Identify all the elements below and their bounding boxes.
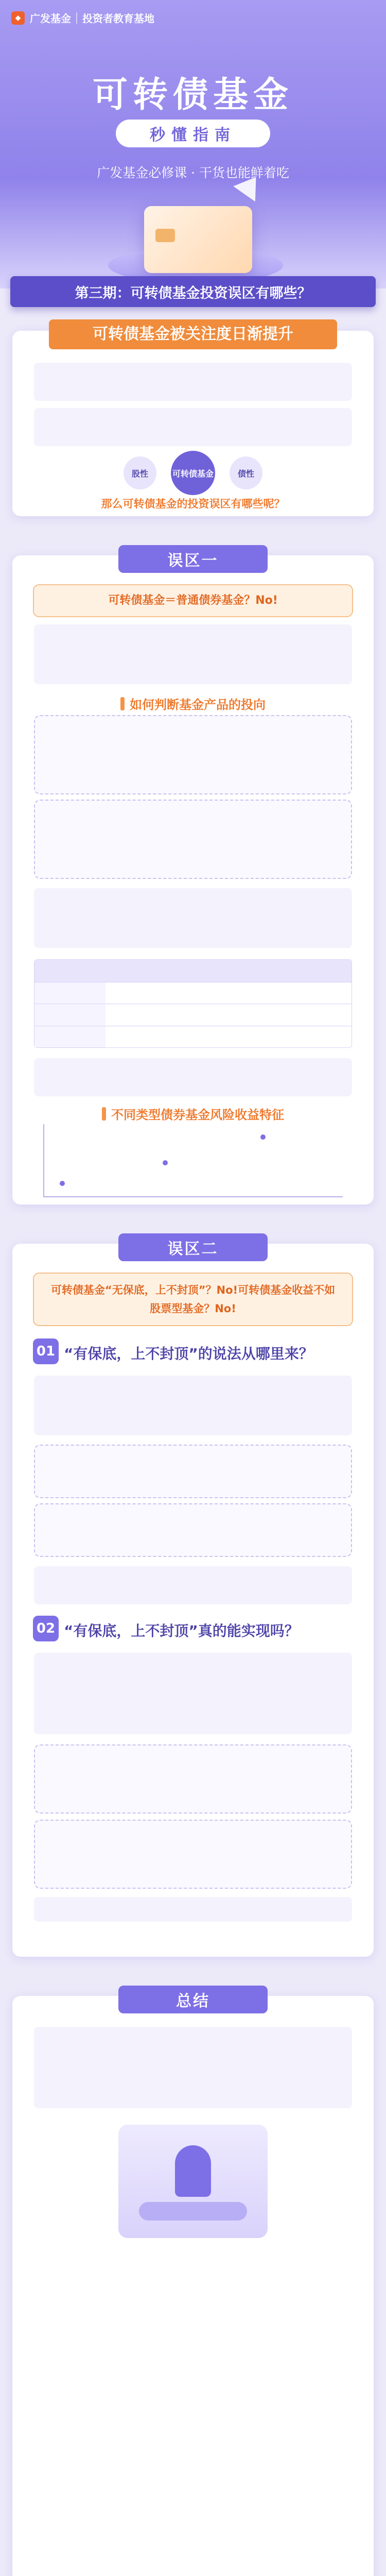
data-source-note [34, 1897, 352, 1922]
investor-figure-icon [175, 2145, 211, 2197]
fund-scope-subheading [33, 694, 353, 713]
hero-banner [0, 0, 386, 289]
brand-channel: 投资者教育基地 [82, 12, 154, 25]
risk-return-chart-title [33, 1105, 353, 1123]
item-number-02: 02 [33, 1616, 59, 1641]
mistake-one-tab: 误区一 [118, 545, 268, 573]
hero-subtitle: 广发基金必修课 · 干货也能鲜着吃 [97, 165, 289, 180]
intro-paragraph-2 [34, 408, 352, 446]
item-number-01: 01 [33, 1338, 59, 1364]
table-header [34, 960, 352, 982]
risk-return-chart [43, 1124, 343, 1197]
hero-ribbon: 秒懂指南 [116, 120, 270, 147]
mistake-one-paragraph-1 [34, 624, 352, 684]
brand-divider [76, 12, 77, 24]
mistake-one-card [12, 552, 374, 1205]
mistake-two-tab: 误区二 [118, 1233, 268, 1261]
brand-bar [11, 10, 154, 25]
table-row [248, 982, 352, 1004]
intro-card [12, 325, 374, 516]
table-row [248, 1004, 352, 1026]
mistake-two-paragraph-3 [34, 1653, 352, 1734]
summary-paragraph [34, 2027, 352, 2108]
chart-point-convertible-bond [260, 1134, 266, 1140]
mistake-two-banner: 可转债基金“无保底，上不封顶”？No!可转债基金收益不如股票型基金？No! [33, 1273, 353, 1326]
return-data-point-1 [34, 1744, 352, 1814]
mistake-two-card [12, 1240, 374, 1957]
mistake-one-banner: 可转债基金＝普通债券基金？No! [33, 584, 353, 617]
item-label-1: “有保底，上不封顶”的说法从哪里来？ [64, 1345, 313, 1362]
section-title-bar: 第三期：可转债基金投资误区有哪些？ [10, 276, 376, 307]
hero-illustration [77, 170, 314, 289]
intro-pill: 可转债基金被关注度日渐提升 [49, 319, 337, 349]
intro-question: 那么可转债基金的投资误区有哪些呢？ [101, 498, 285, 510]
table-row [34, 1004, 106, 1026]
chart-title-bar-icon [102, 1107, 106, 1121]
protection-point-1 [34, 1445, 352, 1498]
bond-bubble: 债性 [230, 456, 262, 489]
hero-title: 可转债基金 [92, 75, 293, 115]
summary-illustration [118, 2125, 268, 2238]
fund-scope-method-1 [34, 715, 352, 794]
table-row [106, 982, 248, 1004]
risk-return-chart-title-text: 不同类型债券基金风险收益特征 [111, 1108, 284, 1122]
chart-point-pure-bond [60, 1181, 65, 1186]
illustration-base [139, 2202, 247, 2221]
fund-scope-subheading-text: 如何判断基金产品的投向 [130, 698, 266, 712]
summary-tab: 总结 [118, 1986, 268, 2013]
intro-paragraph-1 [34, 363, 352, 401]
table-row [106, 1004, 248, 1026]
subheading-bar-icon [120, 697, 125, 710]
brand-name: 广发基金 [30, 12, 71, 25]
item-label-2: “有保底，上不封顶”真的能实现吗？ [64, 1622, 299, 1639]
summary-card [12, 1992, 374, 2576]
rising-arrow-icon [233, 170, 267, 202]
mistake-one-paragraph-2 [34, 888, 352, 948]
convertible-fund-circle: 可转债基金 [171, 451, 215, 495]
protection-point-2 [34, 1503, 352, 1557]
stock-bond-diagram [12, 452, 374, 494]
bond-fund-classification-table [34, 959, 352, 1048]
table-row [248, 1026, 352, 1048]
bond-card-illustration [144, 206, 252, 273]
table-row [34, 1026, 106, 1048]
mistake-one-paragraph-3 [34, 1058, 352, 1096]
equity-bubble: 股性 [124, 456, 156, 489]
fund-scope-method-2 [34, 800, 352, 879]
return-data-point-2 [34, 1820, 352, 1889]
mistake-two-paragraph-2 [34, 1566, 352, 1604]
brand-logo-icon: ◆ [11, 11, 25, 25]
table-row [106, 1026, 248, 1048]
mistake-two-paragraph-1 [34, 1376, 352, 1435]
chart-point-mixed-bond [163, 1160, 168, 1165]
table-row [34, 982, 106, 1004]
